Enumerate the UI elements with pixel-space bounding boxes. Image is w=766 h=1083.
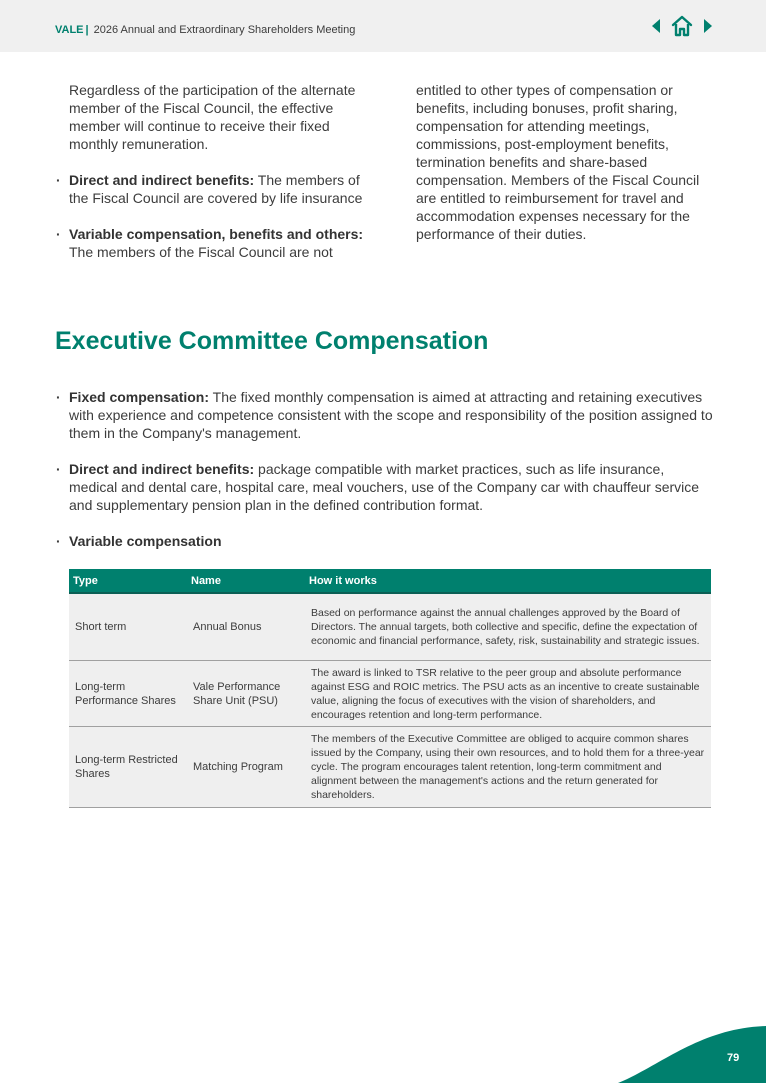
fiscal-intro: Regardless of the participation of the alternate member of the Fiscal Council, the effective member will continue to receive their fixed monthly remuneration. bbox=[69, 82, 356, 152]
fixed-compensation-item bbox=[55, 388, 715, 442]
variable-compensation-item bbox=[55, 532, 715, 550]
cell-name: Annual Bonus bbox=[193, 621, 262, 633]
fiscal-benefits-label: Direct and indirect benefits: bbox=[69, 172, 255, 188]
fiscal-variable-item bbox=[55, 225, 365, 261]
exec-benefits-text: package compatible with market practices, such as life insurance, medical and dental care, hospital care, meal vouchers, use of the Company car with chauffeur service and supplementary pension plan in the defined contribution format. bbox=[69, 461, 700, 513]
home-icon[interactable] bbox=[670, 14, 694, 38]
exec-compensation-list bbox=[55, 388, 715, 550]
variable-compensation-table bbox=[69, 569, 711, 808]
cell-how-it-works: The award is linked to TSR relative to the peer group and absolute performance against ESG and ROIC metrics. The PSU acts as an incentive to create sustainable value, aligning the focus of executives with the vision of shareholders, and encourages retention and long-term performance. bbox=[311, 666, 700, 721]
brand-separator: | bbox=[85, 24, 89, 36]
header-how-it-works: How it works bbox=[309, 574, 377, 587]
table-row bbox=[69, 661, 711, 727]
fiscal-variable-text: The members of the Fiscal Council are not bbox=[69, 244, 333, 260]
exec-benefits-item bbox=[55, 460, 715, 514]
fiscal-right-column bbox=[416, 81, 716, 243]
section-heading: Executive Committee Compensation bbox=[55, 327, 489, 355]
header-bar bbox=[0, 0, 766, 52]
cell-type: Long-term Performance Shares bbox=[75, 680, 176, 707]
fiscal-benefits-text: The members of the Fiscal Council are covered by life insurance bbox=[69, 172, 363, 206]
table-row bbox=[69, 727, 711, 808]
page-corner-wave bbox=[600, 1020, 766, 1083]
document-title: 2026 Annual and Extraordinary Shareholders Meeting bbox=[93, 24, 356, 36]
fiscal-continued-text: entitled to other types of compensation or benefits, including bonuses, profit sharing, compensation for attending meetings, commissions, post-employment benefits, termination benefits and share-based compensation. Members of the Fiscal Council are entitled to reimbursement for travel and accommodation expenses necessary for the performance of their duties. bbox=[416, 82, 700, 242]
cell-type: Short term bbox=[75, 621, 127, 633]
exec-benefits-label: Direct and indirect benefits: bbox=[69, 461, 255, 477]
cell-name: Vale Performance Share Unit (PSU) bbox=[193, 680, 281, 707]
cell-how-it-works: The members of the Executive Committee are obliged to acquire common shares issued by the Company, using their own resources, and to hold them for a three-year cycle. The program encourages talent retention, long-term commitment and alignment between the management's actions and the return generated for shareholders. bbox=[311, 733, 705, 801]
fixed-compensation-text: The fixed monthly compensation is aimed at attracting and retaining executives with experience and competence consistent with the scope and responsibility of the position assigned to them in the Company's management. bbox=[69, 389, 713, 441]
variable-compensation-label: Variable compensation bbox=[69, 533, 222, 549]
fiscal-benefits-item bbox=[55, 171, 365, 207]
cell-type: Long-term Restricted Shares bbox=[75, 754, 178, 780]
fixed-compensation-label: Fixed compensation: bbox=[69, 389, 210, 405]
table-row bbox=[69, 594, 711, 661]
fiscal-variable-label: Variable compensation, benefits and others: bbox=[69, 226, 364, 242]
fiscal-left-column bbox=[55, 81, 365, 261]
cell-how-it-works: Based on performance against the annual challenges approved by the Board of Directors. The annual targets, both collective and specific, define the expectation of economic and financial performance, safety, risk, sustainability and strategic issues. bbox=[311, 607, 700, 647]
caret-left-icon[interactable] bbox=[650, 18, 662, 34]
header-type: Type bbox=[73, 574, 98, 587]
caret-right-icon[interactable] bbox=[702, 18, 714, 34]
table-header bbox=[69, 569, 711, 594]
header-name: Name bbox=[191, 574, 221, 587]
header-brand bbox=[55, 24, 355, 36]
brand-name: VALE bbox=[55, 24, 84, 36]
cell-name: Matching Program bbox=[193, 761, 283, 773]
page-number: 79 bbox=[727, 1052, 740, 1064]
